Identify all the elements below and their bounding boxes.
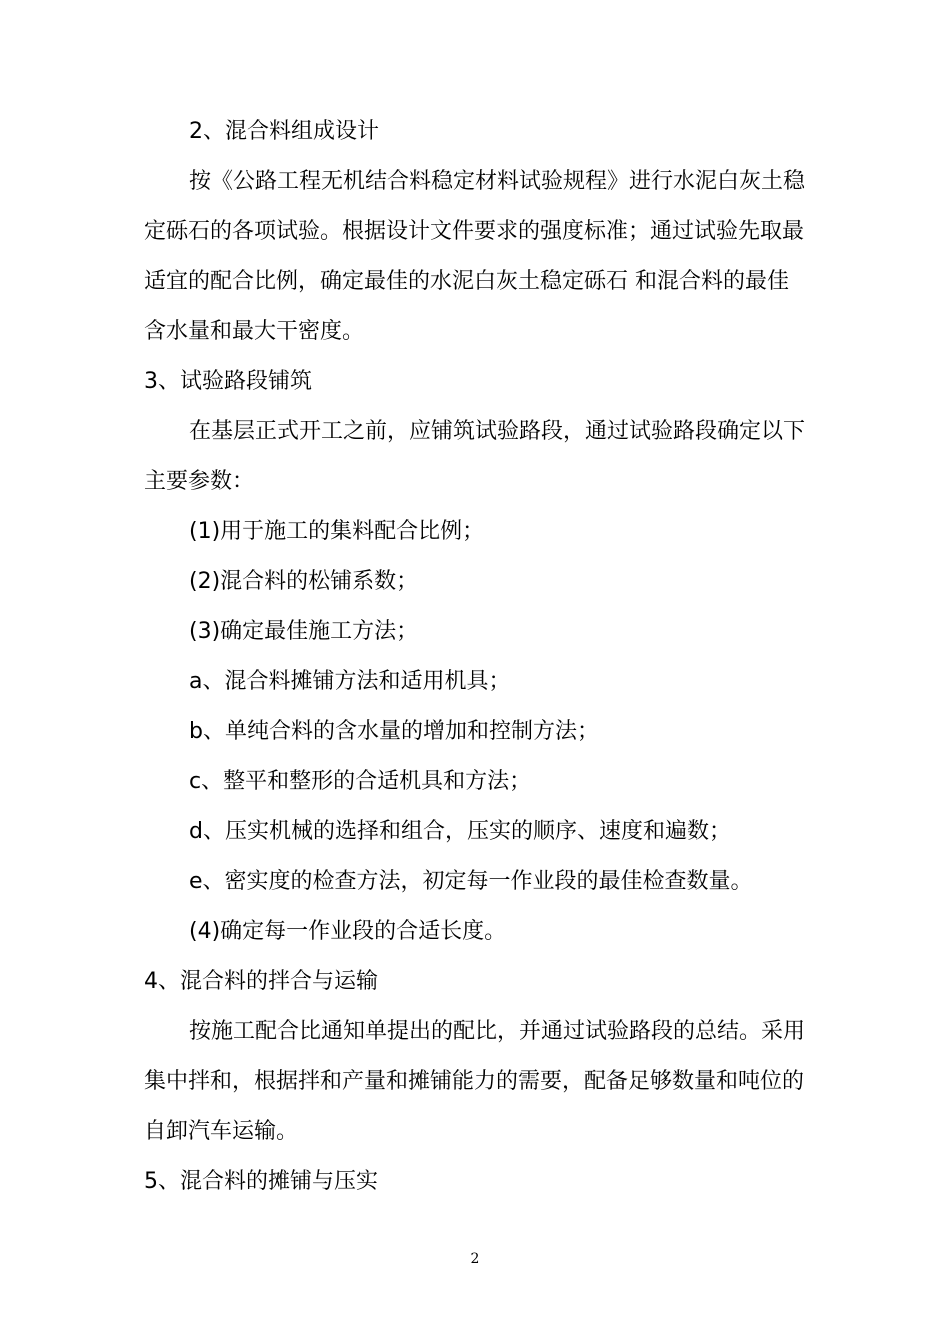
section-heading-5: 5、混合料的摊铺与压实	[144, 1169, 378, 1194]
list-item: (3)确定最佳施工方法；	[189, 619, 419, 644]
paragraph-line: 按《公路工程无机结合料稳定材料试验规程》进行水泥白灰土稳	[189, 169, 806, 194]
section-heading-4: 4、混合料的拌合与运输	[144, 969, 378, 994]
paragraph-line: 含水量和最大干密度。	[144, 319, 365, 344]
list-item: c、整平和整形的合适机具和方法；	[189, 769, 532, 794]
list-item: e、密实度的检查方法，初定每一作业段的最佳检查数量。	[189, 869, 753, 894]
section-heading-3: 3、试验路段铺筑	[144, 369, 312, 394]
paragraph-line: 自卸汽车运输。	[144, 1119, 299, 1144]
paragraph-line: 集中拌和，根据拌和产量和摊铺能力的需要，配备足够数量和吨位的	[144, 1069, 805, 1094]
page-number: 2	[470, 1251, 480, 1267]
list-item: b、单纯合料的含水量的增加和控制方法；	[189, 719, 599, 744]
paragraph-line: 在基层正式开工之前，应铺筑试验路段，通过试验路段确定以下	[189, 419, 806, 444]
list-item: (4)确定每一作业段的合适长度。	[189, 919, 507, 944]
paragraph-line: 按施工配合比通知单提出的配比，并通过试验路段的总结。采用	[189, 1019, 806, 1044]
list-item: d、压实机械的选择和组合，压实的顺序、速度和遍数；	[189, 819, 731, 844]
paragraph-line: 适宜的配合比例，确定最佳的水泥白灰土稳定砾石 和混合料的最佳	[144, 269, 789, 294]
section-heading-2: 2、混合料组成设计	[189, 119, 379, 144]
paragraph-line: 主要参数：	[144, 469, 255, 494]
list-item: (1)用于施工的集料配合比例；	[189, 519, 485, 544]
paragraph-line: 定砾石的各项试验。根据设计文件要求的强度标准；通过试验先取最	[144, 219, 805, 244]
list-item: (2)混合料的松铺系数；	[189, 569, 419, 594]
list-item: a、混合料摊铺方法和适用机具；	[189, 669, 511, 694]
